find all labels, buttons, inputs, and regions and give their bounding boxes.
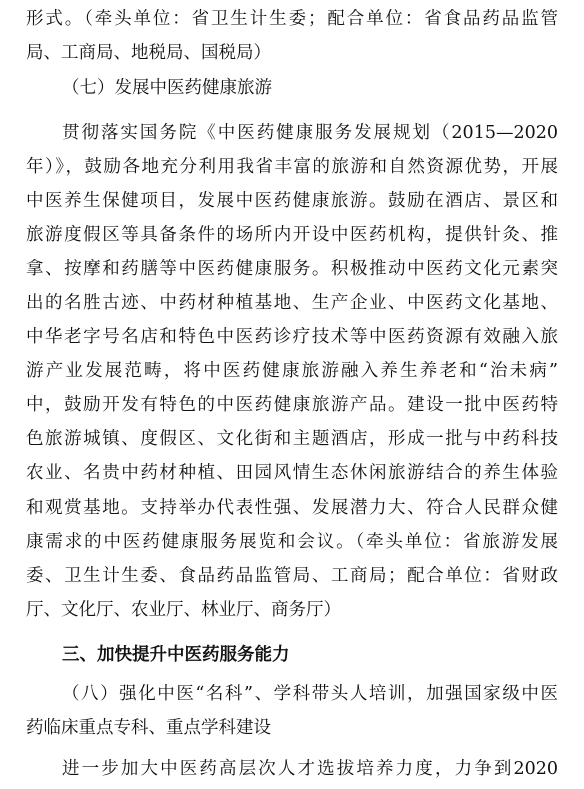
section-heading: 药临床重点专科、重点学科建设 xyxy=(26,718,271,738)
paragraph-line: 进一步加大中医药高层次人才选拔培养力度，力争到2020 xyxy=(62,759,558,779)
paragraph-line: 农业、名贵中药材种植、田园风情生态休闲旅游结合的养生体验 xyxy=(26,463,558,483)
paragraph-line: 康需求的中医药健康服务展览和会议。（牵头单位：省旅游发展 xyxy=(26,532,558,552)
paragraph-line: 旅游度假区等具备条件的场所内开设中医药机构，提供针灸、推 xyxy=(26,225,558,245)
paragraph-line: 委、卫生计生委、食品药品监管局、工商局；配合单位：省财政 xyxy=(26,566,558,586)
paragraph-line: 厅、文化厅、农业厅、林业厅、商务厅） xyxy=(26,600,341,620)
section-heading: （八）强化中医“名科”、学科带头人培训，加强国家级中医 xyxy=(62,684,558,704)
paragraph-line: 年）》，鼓励各地充分利用我省丰富的旅游和自然资源优势，开展 xyxy=(26,157,558,177)
paragraph-line: 局、工商局、地税局、国税局） xyxy=(26,43,271,63)
paragraph-line: 和观赏基地。支持举办代表性强、发展潜力大、符合人民群众健 xyxy=(26,498,558,518)
section-heading: （七）发展中医药健康旅游 xyxy=(62,78,272,98)
paragraph-line: 贯彻落实国务院《中医药健康服务发展规划（2015—2020 xyxy=(62,123,558,143)
paragraph-line: 形式。（牵头单位：省卫生计生委；配合单位：省食品药品监管 xyxy=(26,9,558,29)
paragraph-line: 中，鼓励开发有特色的中医药健康旅游产品。建设一批中医药特 xyxy=(26,395,558,415)
paragraph-line: 拿、按摩和药膳等中医药健康服务。积极推动中医药文化元素突 xyxy=(26,259,558,279)
paragraph-line: 中华老字号名店和特色中医药诊疗技术等中医药资源有效融入旅 xyxy=(26,327,558,347)
paragraph-line: 色旅游城镇、度假区、文化街和主题酒店，形成一批与中药科技 xyxy=(26,429,558,449)
paragraph-line: 出的名胜古迹、中药材种植基地、生产企业、中医药文化基地、 xyxy=(26,293,558,313)
paragraph-line: 中医养生保健项目，发展中医药健康旅游。鼓励在酒店、景区和 xyxy=(26,191,558,211)
chapter-heading: 三、加快提升中医药服务能力 xyxy=(62,645,290,665)
paragraph-line: 游产业发展范畴，将中医药健康旅游融入养生养老和“治未病” xyxy=(26,361,558,381)
